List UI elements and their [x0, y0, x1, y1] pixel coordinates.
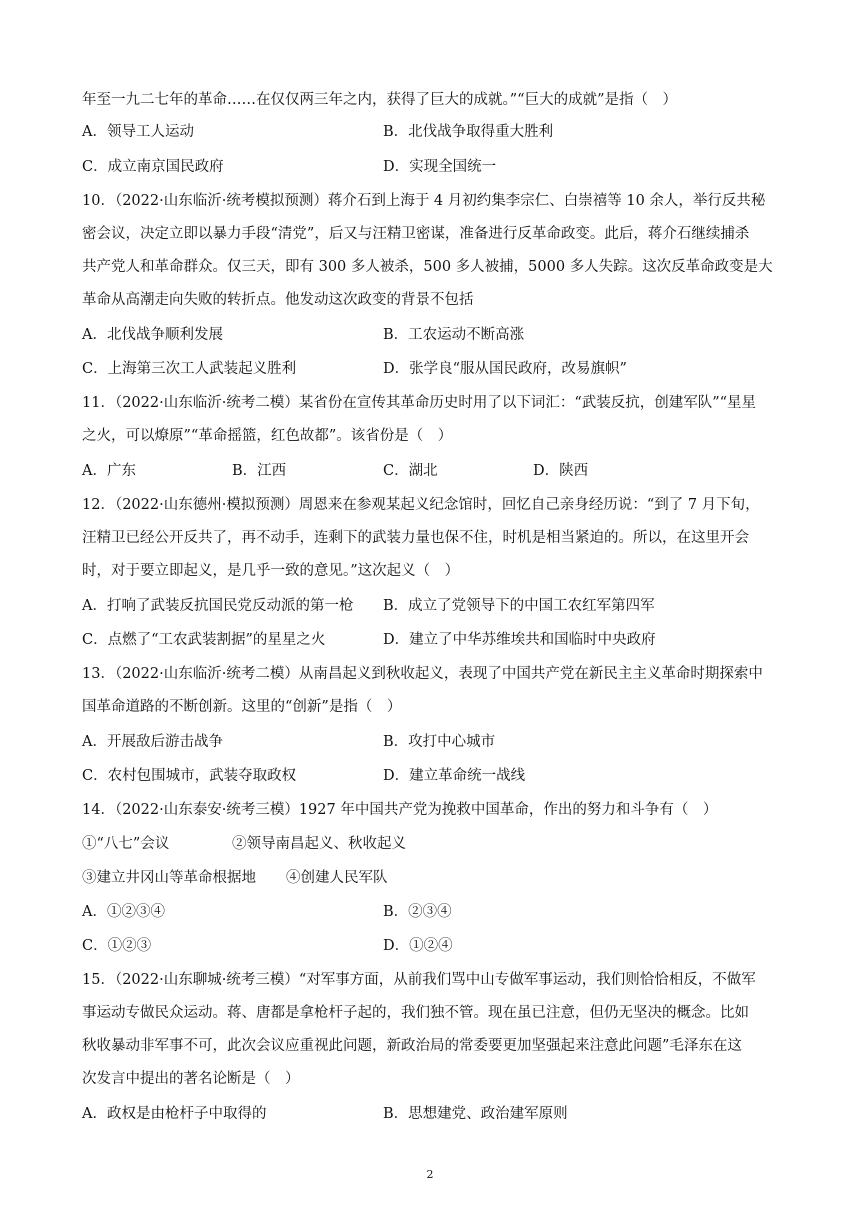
q9-option-a: A．领导工人运动	[82, 124, 194, 140]
question-15-line-1: 15．（2022·山东聊城·统考三模）“对军事方面，从前我们骂中山专做军事运动，我们则恰恰相反，不做军	[82, 972, 756, 988]
question-12-line-2: 汪精卫已经公开反共了，再不动手，连剩下的武装力量也保不住，时机是相当紧迫的。所以，在这里开会	[82, 530, 749, 546]
question-10-line-4: 革命从高潮走向失败的转折点。他发动这次政变的背景不包括	[82, 292, 474, 308]
q10-option-a: A．北伐战争顺利发展	[82, 327, 223, 343]
question-10-line-1: 10．（2022·山东临沂·统考模拟预测）蒋介石到上海于 4 月初约集李宗仁、白崇禧等 10 余人，举行反共秘	[82, 193, 766, 209]
q13-option-c: C．农村包围城市，武装夺取政权	[82, 768, 297, 784]
q9-option-b: B．北伐战争取得重大胜利	[383, 124, 554, 140]
q12-option-b: B．成立了党领导下的中国工农红军第四军	[383, 598, 655, 614]
question-13-line-2: 国革命道路的不断创新。这里的“创新”是指（ ）	[82, 699, 402, 715]
q14-option-d: D．①②④	[383, 938, 453, 954]
question-11-line-2: 之火，可以燎原”“革命摇篮，红色故都”。该省份是（ ）	[82, 428, 453, 444]
q9-option-c: C．成立南京国民政府	[82, 159, 224, 175]
q13-option-a: A．开展敌后游击战争	[82, 734, 223, 750]
page-number: 2	[426, 1168, 434, 1181]
q14-item-3: ③建立井冈山等革命根据地	[82, 870, 256, 886]
q11-option-c: C．湖北	[383, 463, 438, 479]
question-15-line-4: 次发言中提出的著名论断是（ ）	[82, 1071, 300, 1087]
question-13-line-1: 13．（2022·山东临沂·统考二模）从南昌起义到秋收起义，表现了中国共产党在新民主主义革命时期探索中	[82, 666, 763, 682]
q11-option-b: B．江西	[232, 463, 287, 479]
q11-option-d: D．陕西	[533, 463, 589, 479]
q10-option-d: D．张学良“服从国民政府，改易旗帜”	[383, 361, 627, 377]
question-9-stem: 年至一九二七年的革命……在仅仅两三年之内，获得了巨大的成就。”“巨大的成就”是指（ ）	[82, 92, 677, 108]
q9-option-d: D．实现全国统一	[383, 159, 497, 175]
q14-option-c: C．①②③	[82, 938, 152, 954]
q10-option-c: C．上海第三次工人武装起义胜利	[82, 361, 297, 377]
q11-option-a: A．广东	[82, 463, 136, 479]
q12-option-d: D．建立了中华苏维埃共和国临时中央政府	[383, 632, 656, 648]
question-10-line-2: 密会议，决定立即以暴力手段“清党”，后又与汪精卫密谋，准备进行反革命政变。此后，蒋介石继续捕杀	[82, 226, 750, 242]
question-15-line-2: 事运动专做民众运动。蒋、唐都是拿枪杆子起的，我们独不管。现在虽已注意，但仍无坚决的概念。比如	[82, 1005, 749, 1021]
q12-option-c: C．点燃了“工农武装割据”的星星之火	[82, 632, 326, 648]
q13-option-d: D．建立革命统一战线	[383, 768, 526, 784]
q10-option-b: B．工农运动不断高涨	[383, 327, 525, 343]
q14-item-1: ①“八七”会议	[82, 836, 170, 852]
q14-item-4: ④创建人民军队	[286, 870, 388, 886]
question-12-line-1: 12．（2022·山东德州·模拟预测）周恩来在参观某起义纪念馆时，回忆自己亲身经历说：“到了 7 月下旬，	[82, 497, 760, 513]
q15-option-a: A．政权是由枪杆子中取得的	[82, 1106, 267, 1122]
question-15-line-3: 秋收暴动非军事不可，此次会议应重视此问题，新政治局的常委要更加坚强起来注意此问题”毛泽东在这	[82, 1038, 742, 1054]
question-14-line-1: 14．（2022·山东泰安·统考三模）1927 年中国共产党为挽救中国革命，作出的努力和斗争有（ ）	[82, 802, 718, 818]
q13-option-b: B．攻打中心城市	[383, 734, 496, 750]
question-10-line-3: 共产党人和革命群众。仅三天，即有 300 多人被杀，500 多人被捕，5000 多人失踪。这次反革命政变是大	[82, 259, 773, 275]
q12-option-a: A．打响了武装反抗国民党反动派的第一枪	[82, 598, 354, 614]
q14-option-a: A．①②③④	[82, 904, 165, 920]
question-11-line-1: 11．（2022·山东临沂·统考二模）某省份在宣传其革命历史时用了以下词汇：“武装反抗，创建军队”“星星	[82, 395, 757, 411]
q15-option-b: B．思想建党、政治建军原则	[383, 1106, 568, 1122]
q14-option-b: B．②③④	[383, 904, 452, 920]
q14-item-2: ②领导南昌起义、秋收起义	[232, 836, 406, 852]
question-12-line-3: 时，对于要立即起义，是几乎一致的意见。”这次起义（ ）	[82, 563, 460, 579]
